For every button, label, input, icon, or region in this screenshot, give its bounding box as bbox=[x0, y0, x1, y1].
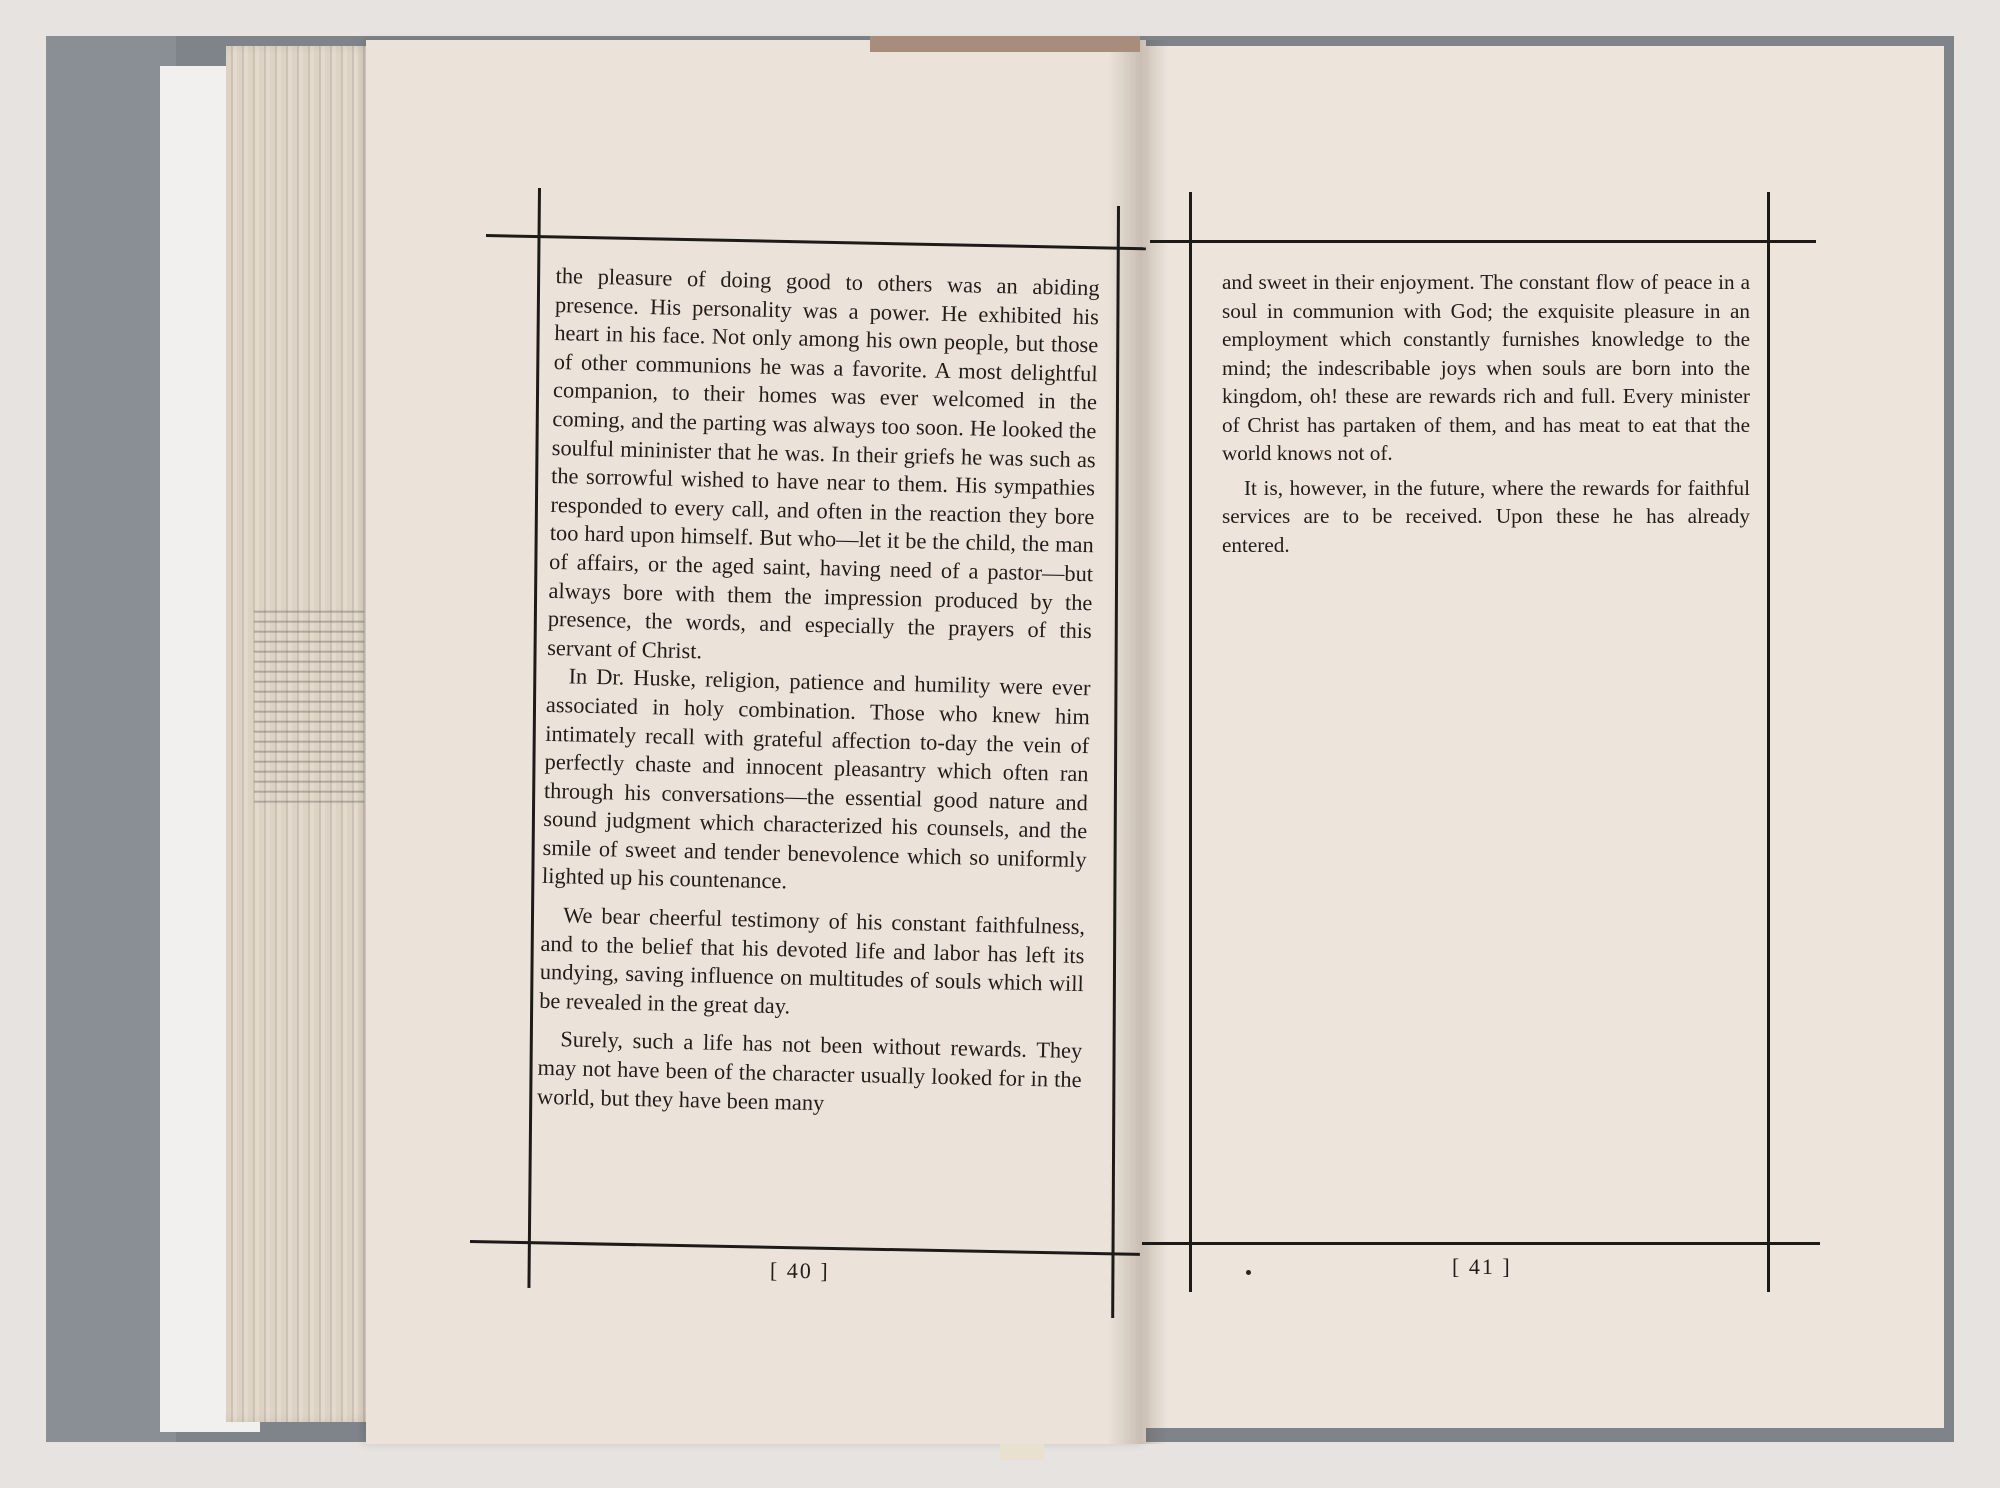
right-page-number: [ 41 ] bbox=[1452, 1254, 1512, 1279]
headband bbox=[870, 36, 1140, 52]
right-paragraph-2: It is, however, in the future, where the rewards for faithful services are to be received. Upon these he has already entered. bbox=[1222, 475, 1750, 557]
ink-dot bbox=[1246, 1270, 1251, 1275]
right-frame-rule-bottom bbox=[1142, 1242, 1820, 1245]
right-page bbox=[1140, 46, 1944, 1428]
right-frame-rule-top bbox=[1150, 240, 1816, 243]
left-page-text bbox=[534, 262, 1100, 1244]
left-paragraph-4: Surely, such a life has not been without rewards. They may not have been of the character usually looked for in the world, but they have been many bbox=[536, 1026, 1083, 1115]
book-spine bbox=[46, 36, 176, 1442]
left-paragraph-3: We bear cheerful testimony of his constant faithfulness, and to the belief that his devoted life and labor has left its undying, saving influence on multitudes of souls which will be revealed in the great day. bbox=[538, 902, 1086, 1019]
bookmark-ribbon bbox=[1000, 1444, 1044, 1460]
show-through-text bbox=[254, 610, 364, 810]
left-paragraph-2: In Dr. Huske, religion, patience and humility were ever associated in holy combination. Those who knew him intimately recall with grateful affection to-day the vein of perfectly chaste and innocent pleasantry which often ran through his conversations—the essential good nature and sound judgment which characterized his counsels, and the smile of sweet and tender benevolence which so uniformly lighted up his countenance. bbox=[541, 663, 1091, 894]
left-paragraph-1: the pleasure of doing good to others was an abiding presence. His personality was a power. He exhibited his heart in his face. Not only among his own people, but those of other communions he was a favorite. A most delightful companion, to their homes was ever welcomed in the coming, and the parting was always too soon. He looked the soulful mininister that he was. In their griefs he was such as the sorrowful wished to have near to them. His sympathies responded to every call, and often in the reaction they bore too hard upon himself. But who—let it be the child, the man of affairs, or the aged saint, having need of a pastor—but always bore with them the impression produced by the presence, the words, and especially the prayers of this servant of Christ. bbox=[546, 262, 1100, 664]
right-paragraph-1: and sweet in their enjoyment. The constant flow of peace in a soul in communion with God; the exquisite pleasure in an employment which constantly furnishes knowledge to the mind; the indescribable joys when souls are born into the kingdom, oh! these are rewards rich and full. Every minister of Christ has partaken of them, and has meat to eat that the world knows not of. bbox=[1222, 270, 1750, 465]
right-frame-rule-left bbox=[1189, 192, 1192, 1292]
right-page-text bbox=[1222, 268, 1750, 559]
left-page-number: [ 40 ] bbox=[769, 1257, 830, 1284]
right-frame-rule-right bbox=[1767, 192, 1770, 1292]
